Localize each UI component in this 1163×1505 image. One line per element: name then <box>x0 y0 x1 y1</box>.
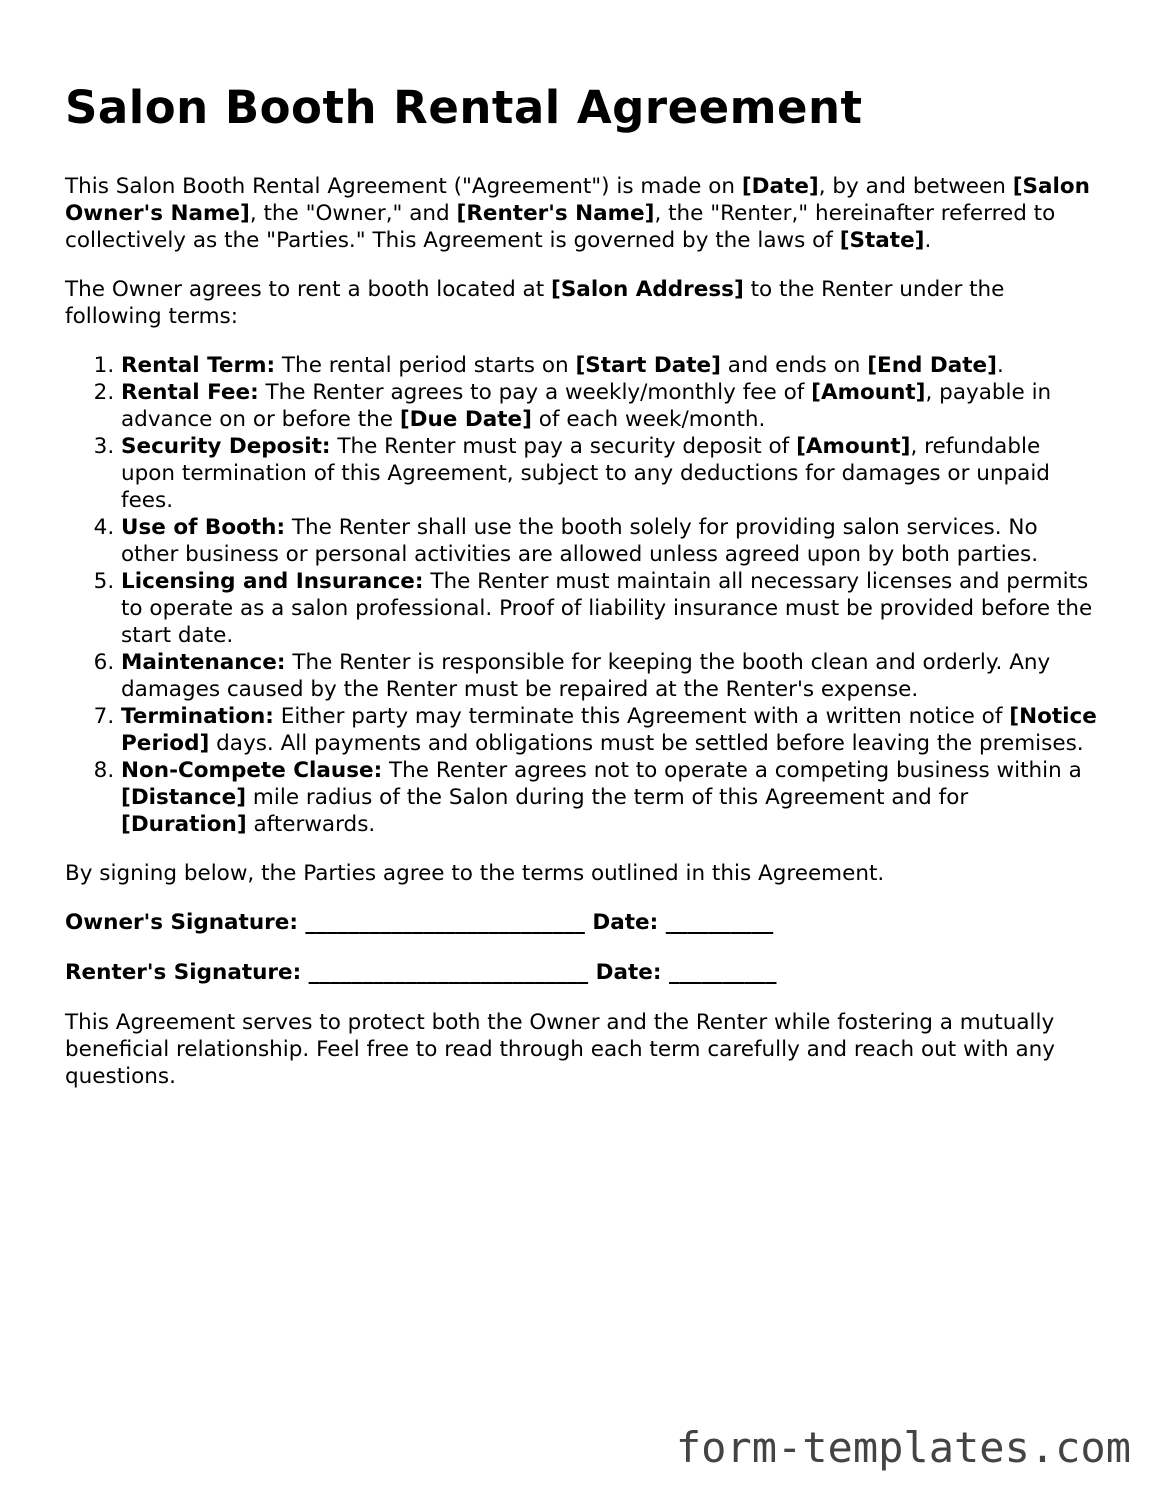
document-page <box>65 78 1100 1112</box>
closing-paragraph: This Agreement serves to protect both the Owner and the Renter while fostering a mutually beneficial relationship. Feel free to read through each term carefully and reach out with any questions. <box>65 1010 1055 1089</box>
state-placeholder: [State] <box>839 228 925 253</box>
booth-paragraph: The Owner agrees to rent a booth located at [Salon Address] to the Renter under the following terms: <box>65 277 1005 329</box>
term-rental-term: 1. Rental Term: The rental period starts on [Start Date] and ends on [End Date]. <box>121 352 1100 379</box>
renter-signature-line: Renter's Signature: __________________________ Date: __________ <box>65 960 777 985</box>
signing-intro: By signing below, the Parties agree to the terms outlined in this Agreement. <box>65 861 885 886</box>
terms-list <box>65 352 1100 838</box>
date-placeholder: [Date] <box>741 174 819 199</box>
term-licensing-insurance: 5. Licensing and Insurance: The Renter must maintain all necessary licenses and permits to operate as a salon professional. Proof of liability insurance must be provided before the start date. <box>121 568 1100 649</box>
document-title: Salon Booth Rental Agreement <box>65 81 863 134</box>
intro-paragraph: This Salon Booth Rental Agreement ("Agreement") is made on [Date], by and between [Salon Owner's Name], the "Owner," and [Renter's Name], the "Renter," hereinafter referred to collectively as the "Parties." This Agreement is governed by the laws of [State]. <box>65 174 1090 253</box>
address-placeholder: [Salon Address] <box>551 277 744 302</box>
term-non-compete: 8. Non-Compete Clause: The Renter agrees not to operate a competing business within a [Distance] mile radius of the Salon during the term of this Agreement and for [Duration] afterwards. <box>121 757 1100 838</box>
owner-name-placeholder: [Salon Owner's Name] <box>65 174 1090 226</box>
owner-signature-line: Owner's Signature: __________________________ Date: __________ <box>65 910 774 935</box>
renter-name-placeholder: [Renter's Name] <box>456 201 655 226</box>
term-termination: 7. Termination: Either party may terminate this Agreement with a written notice of [Notice Period] days. All payments and obligations must be settled before leaving the premises. <box>121 703 1100 757</box>
watermark: form-templates.com <box>675 1423 1131 1472</box>
term-use-of-booth: 4. Use of Booth: The Renter shall use the booth solely for providing salon services. No other business or personal activities are allowed unless agreed upon by both parties. <box>121 514 1100 568</box>
term-rental-fee: 2. Rental Fee: The Renter agrees to pay a weekly/monthly fee of [Amount], payable in advance on or before the [Due Date] of each week/month. <box>121 379 1100 433</box>
term-security-deposit: 3. Security Deposit: The Renter must pay a security deposit of [Amount], refundable upon termination of this Agreement, subject to any deductions for damages or unpaid fees. <box>121 433 1100 514</box>
term-maintenance: 6. Maintenance: The Renter is responsible for keeping the booth clean and orderly. Any damages caused by the Renter must be repaired at the Renter's expense. <box>121 649 1100 703</box>
